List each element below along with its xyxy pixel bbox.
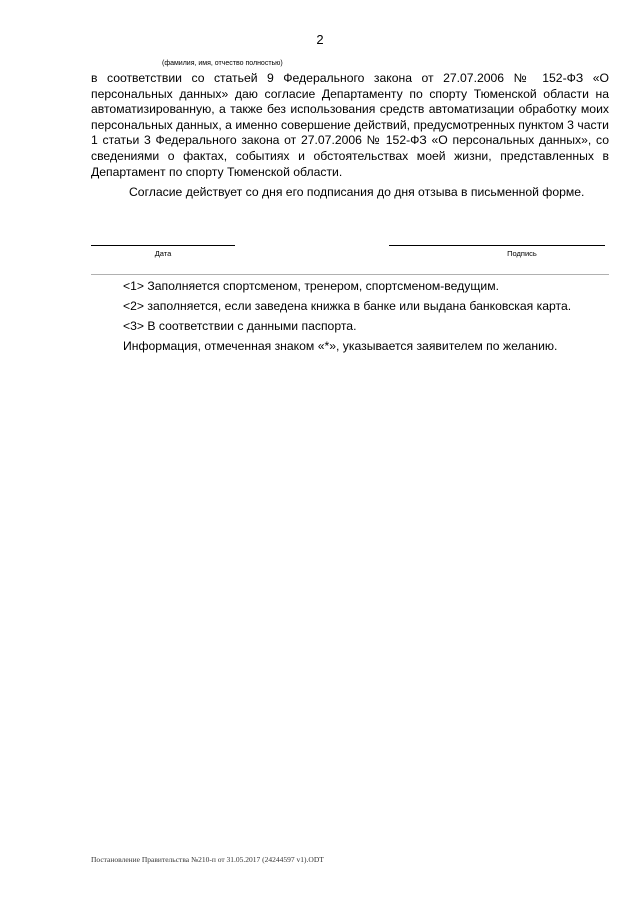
document-footer: Постановление Правительства №210-п от 31.05.2017 (24244597 v1).ODT [91, 855, 324, 864]
footnotes [123, 276, 613, 356]
signature-label: Подпись [507, 249, 537, 258]
consent-paragraph: в соответствии со статьей 9 Федерального закона от 27.07.2006 № 152-ФЗ «О персональных данных» даю согласие Департаменту по спорту Тюменской области на автоматизированную, а также без использования средств автоматизации обработку моих персональных данных, а именно совершение действий, предусмотренных пунктом 3 части 1 статьи 3 Федерального закона от 27.07.2006 № 152-ФЗ «О персональных данных», со сведениями о фактах, событиях и обстоятельствах моей жизни, представленных в Департамент по спорту Тюменской области. [91, 71, 609, 179]
footnote-3: <3> В соответствии с данными паспорта. [123, 319, 357, 333]
date-label: Дата [154, 249, 172, 258]
page-number: 2 [316, 32, 324, 47]
full-name-hint: (фамилия, имя, отчество полностью) [162, 60, 283, 67]
footnote-separator [91, 274, 609, 275]
consent-text [91, 71, 609, 201]
date-line [91, 245, 235, 246]
footnote-2: <2> заполняется, если заведена книжка в банке или выдана банковская карта. [123, 299, 572, 313]
footnote-note: Информация, отмеченная знаком «*», указывается заявителем по желанию. [123, 339, 558, 353]
footnote-1: <1> Заполняется спортсменом, тренером, спортсменом-ведущим. [123, 279, 499, 293]
validity-paragraph: Согласие действует со дня его подписания до дня отзыва в письменной форме. [129, 185, 585, 200]
signature-line [389, 245, 605, 246]
